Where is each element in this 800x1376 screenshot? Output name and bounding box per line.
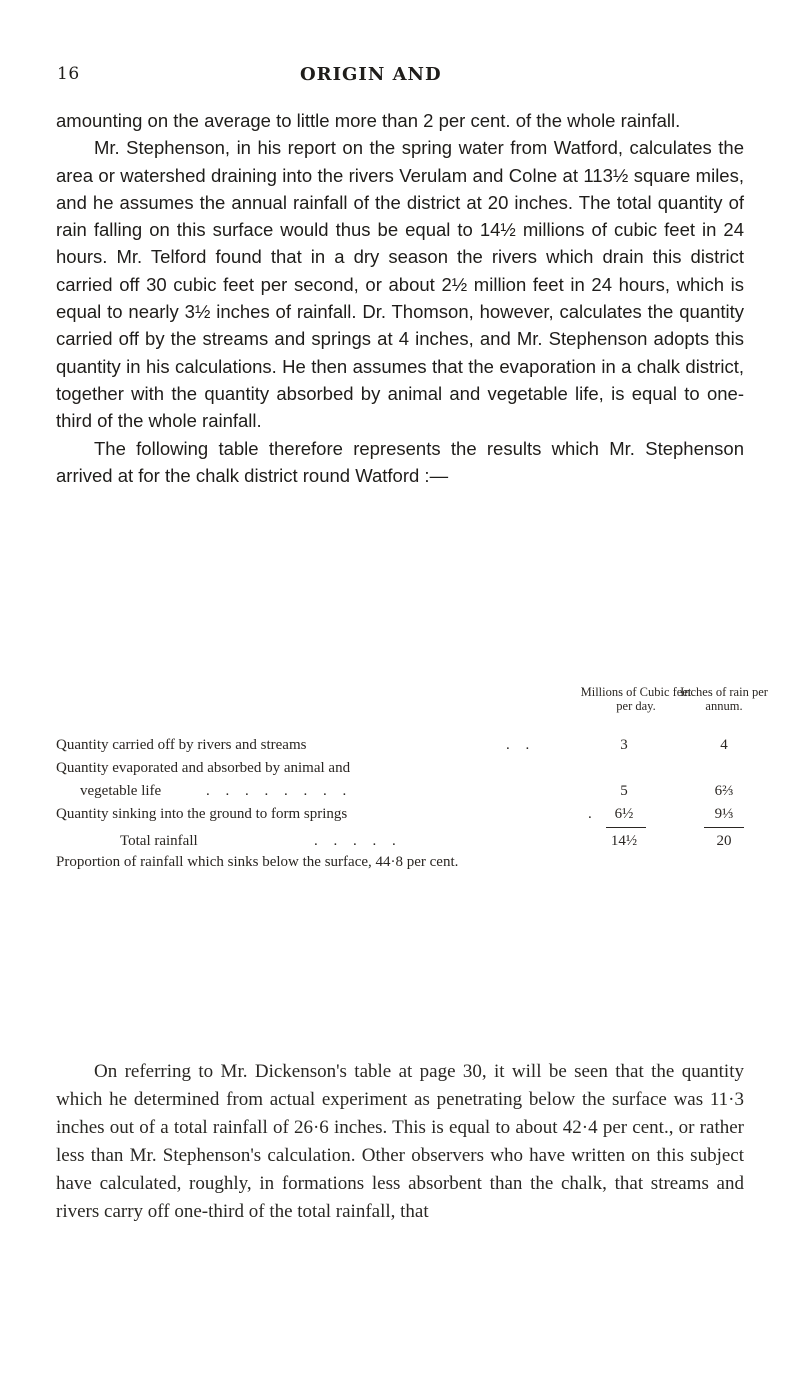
row-value-cubic-feet: 5 bbox=[620, 783, 628, 799]
total-leader: . . . . . bbox=[314, 833, 402, 849]
total-rule-cubic-feet bbox=[606, 827, 646, 828]
row-value-cubic-feet: 6½ bbox=[614, 806, 634, 822]
total-label: Total rainfall bbox=[120, 833, 198, 849]
total-rule-inches bbox=[704, 827, 744, 828]
column-header-cubic-feet: Millions of Cubic feet per day. bbox=[580, 685, 692, 713]
paragraph-dickenson: On referring to Mr. Dickenson's table at page 30, it will be seen that the quantity which he determined from actual experiment as penetrating below the surface was 11·3 inches out of a total rainfall of 26·6 inches. This is equal to about 42·4 per cent., or rather less than Mr. Stephenson's calculation. Other observers who have written on this subject have calculated, roughly, in formations less absorbent than the chalk, that streams and rivers carry off one-third of the total rainfall, that bbox=[56, 1061, 744, 1222]
page-number: 16 bbox=[57, 64, 80, 84]
total-value-cubic-feet: 14½ bbox=[610, 833, 638, 849]
table-total-row bbox=[56, 830, 746, 852]
paragraph-continuation: amounting on the average to little more than 2 per cent. of the whole rainfall. bbox=[56, 110, 681, 131]
row-leader: . . bbox=[506, 737, 536, 753]
row-leader: . . . . . . . . bbox=[206, 783, 353, 799]
proportion-note: Proportion of rainfall which sinks below the surface, 44·8 per cent. bbox=[56, 854, 459, 870]
row-value-inches: 4 bbox=[720, 737, 728, 753]
text-block-lower bbox=[56, 1058, 744, 1226]
table-row bbox=[56, 803, 746, 825]
table-row bbox=[56, 734, 746, 756]
row-label: Quantity carried off by rivers and streams bbox=[56, 737, 307, 753]
total-value-inches: 20 bbox=[716, 833, 732, 849]
text-block-upper bbox=[56, 107, 744, 489]
table-row bbox=[56, 780, 746, 802]
row-label: vegetable life bbox=[80, 783, 162, 799]
paragraph-stephenson-report: Mr. Stephenson, in his report on the spring water from Watford, calculates the area or watershed draining into the rivers Verulam and Colne at 113½ square miles, and he assumes the annual rainfall of the district at 20 inches. The total quantity of rain falling on this surface would thus be equal to 14½ millions of cubic feet in 24 hours. Mr. Telford found that in a dry season the rivers which drain this district carried off 30 cubic feet per second, or about 2½ million feet in 24 hours, which is equal to nearly 3½ inches of rainfall. Dr. Thomson, however, calculates the quantity carried off by the streams and springs at 4 inches, and Mr. Stephenson adopts this quantity in his calculations. He then assumes that the evaporation in a chalk district, together with the quantity absorbed by animal and vegetable life, is equal to one-third of the whole rainfall. bbox=[56, 137, 744, 432]
row-label: Quantity sinking into the ground to form springs bbox=[56, 806, 348, 822]
row-label: Quantity evaporated and absorbed by animal and bbox=[56, 760, 351, 776]
row-value-cubic-feet: 3 bbox=[620, 737, 628, 753]
running-title: ORIGIN AND bbox=[300, 64, 442, 85]
row-value-inches: 6⅔ bbox=[714, 783, 734, 799]
row-value-inches: 9⅓ bbox=[714, 806, 734, 822]
table-row bbox=[56, 757, 746, 779]
paragraph-table-intro: The following table therefore represents the results which Mr. Stephenson arrived at for the chalk district round Watford :— bbox=[56, 437, 744, 486]
column-header-inches: Inches of rain per annum. bbox=[680, 685, 768, 713]
row-leader: . bbox=[588, 806, 598, 822]
